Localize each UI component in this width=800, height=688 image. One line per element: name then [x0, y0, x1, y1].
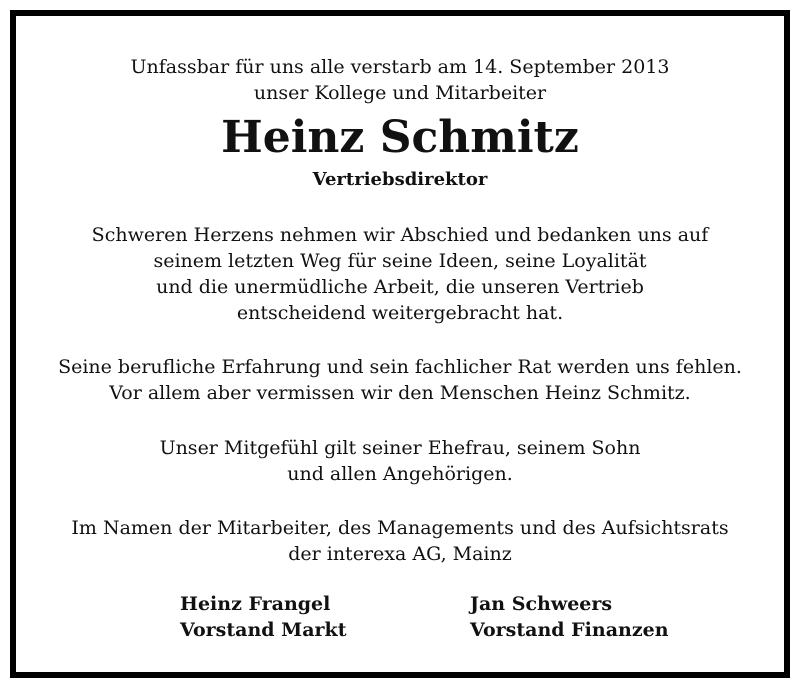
paragraph1-line-1: Schweren Herzens nehmen wir Abschied und bedanken uns auf — [91, 224, 709, 246]
intro-line-1: Unfassbar für uns alle verstarb am 14. September 2013 — [130, 56, 670, 78]
paragraph3-line-1: Unser Mitgefühl gilt seiner Ehefrau, seinem Sohn — [159, 437, 641, 459]
paragraph1-line-4: entscheidend weitergebracht hat. — [236, 302, 564, 324]
intro-line-2: unser Kollege und Mitarbeiter — [253, 82, 547, 104]
signatory-2-name: Jan Schweers — [470, 593, 613, 615]
signatory-2-role: Vorstand Finanzen — [470, 619, 669, 641]
obituary-content — [16, 16, 784, 672]
obituary-notice — [10, 10, 790, 678]
deceased-title: Vertriebsdirektor — [312, 169, 488, 190]
paragraph2-line-1: Seine berufliche Erfahrung und sein fachlicher Rat werden uns fehlen. — [58, 356, 742, 378]
paragraph1-line-2: seinem letzten Weg für seine Ideen, seine Loyalität — [153, 250, 647, 272]
closing-line-2: der interexa AG, Mainz — [288, 543, 512, 565]
closing-line-1: Im Namen der Mitarbeiter, des Managements und des Aufsichtsrats — [71, 517, 729, 539]
paragraph1-line-3: und die unermüdliche Arbeit, die unseren Vertrieb — [156, 276, 644, 298]
signatory-1-name: Heinz Frangel — [180, 593, 331, 615]
paragraph2-line-2: Vor allem aber vermissen wir den Menschen Heinz Schmitz. — [109, 382, 691, 404]
paragraph3-line-2: und allen Angehörigen. — [287, 463, 513, 485]
signatory-1-role: Vorstand Markt — [180, 619, 347, 641]
deceased-name: Heinz Schmitz — [221, 112, 579, 163]
